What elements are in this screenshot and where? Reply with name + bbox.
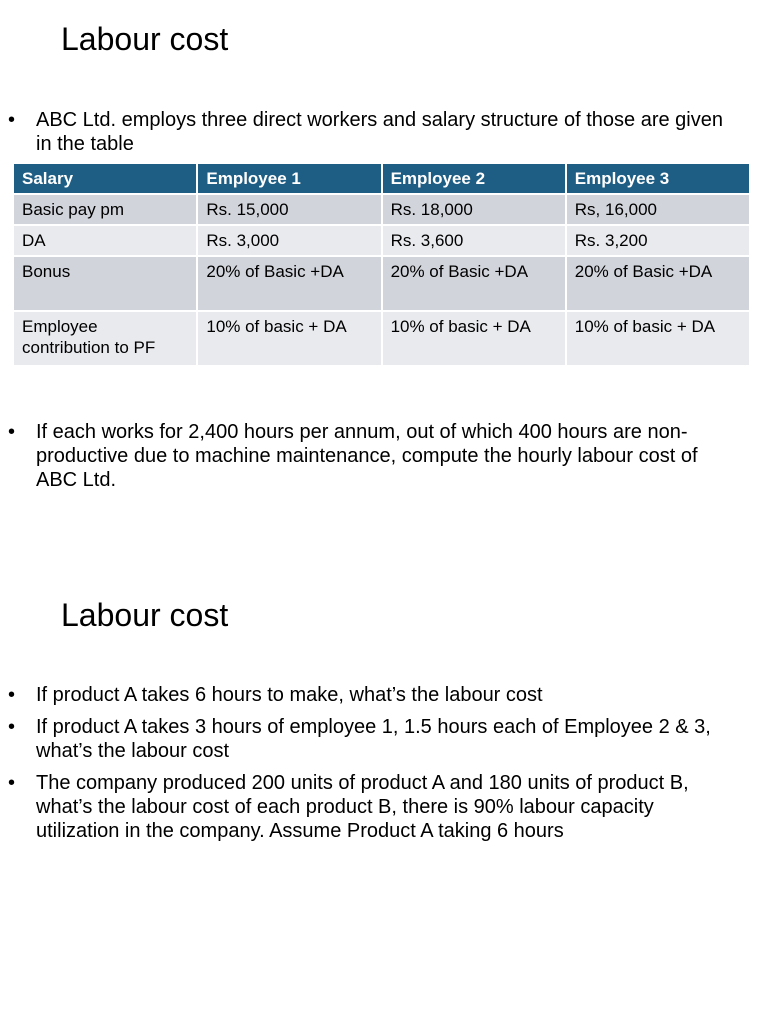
table-cell: 20% of Basic +DA: [197, 256, 381, 311]
header-salary: Salary: [14, 164, 197, 194]
table-cell: Rs. 3,600: [382, 225, 566, 256]
question-bullet: [0, 420, 740, 492]
slide-1-intro-list: [0, 108, 740, 164]
bullet-icon: •: [8, 716, 16, 738]
header-employee-1: Employee 1: [197, 164, 381, 194]
table-cell: 20% of Basic +DA: [382, 256, 566, 311]
salary-table: [14, 164, 749, 367]
table-cell: 20% of Basic +DA: [566, 256, 749, 311]
list-item: [0, 715, 740, 763]
table-cell: 10% of basic + DA: [382, 311, 566, 366]
table-cell: Rs, 16,000: [566, 194, 749, 225]
slide-1-title: Labour cost: [61, 21, 229, 57]
table-cell: Rs. 3,200: [566, 225, 749, 256]
slide-2-bullet-list: [0, 683, 740, 851]
table-cell: DA: [14, 225, 197, 256]
table-row: [14, 225, 749, 256]
table-cell: 10% of basic + DA: [566, 311, 749, 366]
list-item: [0, 683, 740, 707]
table-cell: Rs. 15,000: [197, 194, 381, 225]
table-cell: 10% of basic + DA: [197, 311, 381, 366]
header-employee-2: Employee 2: [382, 164, 566, 194]
table-cell: Bonus: [14, 256, 197, 311]
table-row: [14, 311, 749, 366]
table-cell: Basic pay pm: [14, 194, 197, 225]
header-employee-3: Employee 3: [566, 164, 749, 194]
intro-text: ABC Ltd. employs three direct workers and salary structure of those are given in the table: [36, 109, 723, 155]
table-cell: Rs. 3,000: [197, 225, 381, 256]
table-row: [14, 194, 749, 225]
slide-2-title: Labour cost: [61, 597, 229, 633]
table-row: [14, 256, 749, 311]
list-item: [0, 771, 740, 843]
table-cell: Employee contribution to PF: [14, 311, 197, 366]
table-header-row: [14, 164, 749, 194]
bullet-text: If product A takes 6 hours to make, what’s the labour cost: [36, 684, 543, 706]
bullet-text: The company produced 200 units of product A and 180 units of product B, what’s the labour cost of each product B, there is 90% labour capacity utilization in the company. Assume Product A taking 6 hours: [36, 772, 689, 842]
slide-1-question-list: [0, 420, 740, 500]
intro-bullet: [0, 108, 740, 156]
bullet-text: If product A takes 3 hours of employee 1, 1.5 hours each of Employee 2 & 3, what’s the labour cost: [36, 716, 711, 762]
bullet-icon: •: [8, 109, 16, 131]
bullet-icon: •: [8, 421, 16, 443]
table-cell: Rs. 18,000: [382, 194, 566, 225]
bullet-icon: •: [8, 684, 16, 706]
bullet-icon: •: [8, 772, 16, 794]
question-text: If each works for 2,400 hours per annum, out of which 400 hours are non-productive due to machine maintenance, compute the hourly labour cost of ABC Ltd.: [36, 421, 698, 491]
